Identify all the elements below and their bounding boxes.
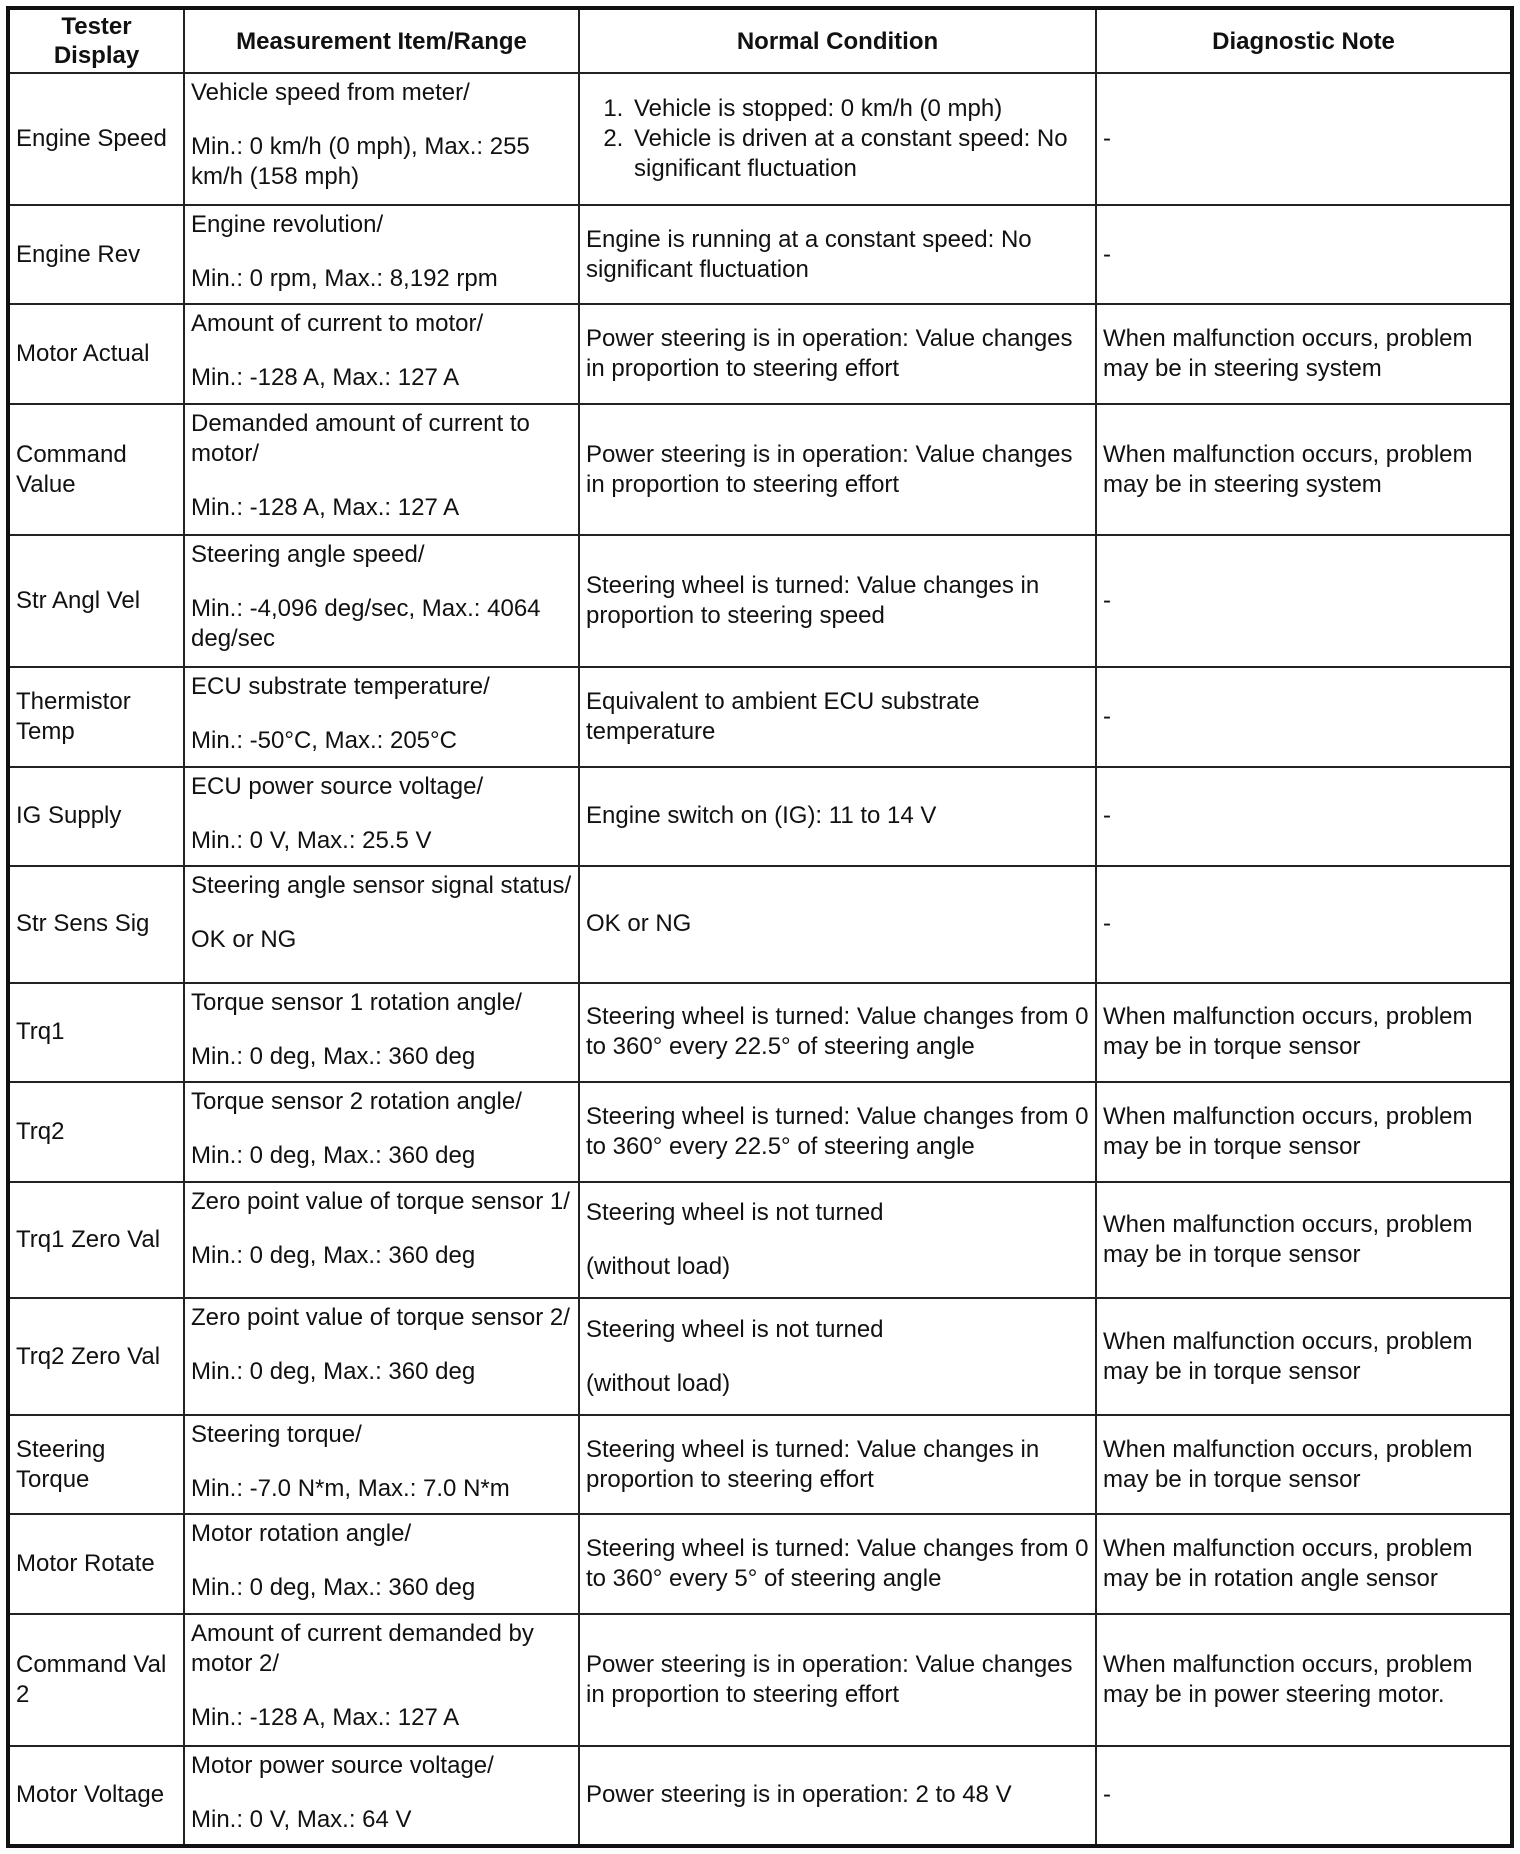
measurement-cell — [184, 983, 579, 1082]
table-row — [10, 667, 1510, 766]
tester-display-cell: Thermistor Temp — [10, 667, 184, 766]
diagnostic-note-cell: When malfunction occurs, problem may be in steering system — [1096, 404, 1510, 536]
measurement-item: ECU substrate temperature/ — [191, 673, 490, 701]
data-list-table — [10, 10, 1510, 1844]
tester-display-cell: Trq1 Zero Val — [10, 1182, 184, 1299]
tester-display-cell: Trq2 — [10, 1082, 184, 1181]
diagnostic-note-cell: - — [1096, 535, 1510, 667]
measurement-cell — [184, 767, 579, 866]
measurement-item: Steering angle sensor signal status/ — [191, 872, 572, 900]
diagnostic-note-cell: - — [1096, 205, 1510, 304]
normal-condition-cell: Power steering is in operation: Value changes in proportion to steering effort — [579, 404, 1096, 536]
measurement-cell — [184, 1514, 579, 1613]
diagnostic-note-cell: - — [1096, 667, 1510, 766]
measurement-range: Min.: 0 deg, Max.: 360 deg — [191, 1358, 476, 1386]
measurement-range: OK or NG — [191, 926, 297, 954]
measurement-cell — [184, 1182, 579, 1299]
measurement-cell — [184, 304, 579, 403]
measurement-range: Min.: 0 V, Max.: 64 V — [191, 1805, 412, 1833]
normal-condition-cell — [579, 1182, 1096, 1299]
table-row — [10, 205, 1510, 304]
measurement-range: Min.: -128 A, Max.: 127 A — [191, 364, 460, 392]
measurement-cell — [184, 73, 579, 205]
diagnostic-note-cell: When malfunction occurs, problem may be in rotation angle sensor — [1096, 1514, 1510, 1613]
normal-condition-cell: Steering wheel is turned: Value changes from 0 to 360° every 5° of steering angle — [579, 1514, 1096, 1613]
tester-display-cell: Str Angl Vel — [10, 535, 184, 667]
measurement-range: Min.: -128 A, Max.: 127 A — [191, 1703, 460, 1731]
diagnostic-note-cell: When malfunction occurs, problem may be in torque sensor — [1096, 1415, 1510, 1514]
measurement-cell — [184, 404, 579, 536]
table-row — [10, 404, 1510, 536]
measurement-cell — [184, 667, 579, 766]
measurement-range: Min.: 0 km/h (0 mph), Max.: 255 km/h (158 mph) — [191, 133, 530, 190]
header-measurement-item: Measurement Item/Range — [184, 10, 579, 73]
condition-text: Steering wheel is not turned — [586, 1198, 884, 1226]
normal-condition-cell: Steering wheel is turned: Value changes in proportion to steering speed — [579, 535, 1096, 667]
tester-display-cell: Command Value — [10, 404, 184, 536]
measurement-cell — [184, 1082, 579, 1181]
normal-condition-cell: Steering wheel is turned: Value changes in proportion to steering effort — [579, 1415, 1096, 1514]
measurement-range: Min.: 0 deg, Max.: 360 deg — [191, 1142, 476, 1170]
diagnostic-note-cell: When malfunction occurs, problem may be in torque sensor — [1096, 983, 1510, 1082]
measurement-range: Min.: -50°C, Max.: 205°C — [191, 727, 457, 755]
table-row — [10, 1614, 1510, 1746]
table-row — [10, 866, 1510, 983]
measurement-item: Demanded amount of current to motor/ — [191, 409, 530, 467]
measurement-range: Min.: -128 A, Max.: 127 A — [191, 493, 460, 521]
table-row — [10, 983, 1510, 1082]
measurement-item: Steering torque/ — [191, 1420, 362, 1448]
table-row — [10, 73, 1510, 205]
normal-condition-cell: Steering wheel is turned: Value changes from 0 to 360° every 22.5° of steering angle — [579, 1082, 1096, 1181]
measurement-item: Torque sensor 1 rotation angle/ — [191, 988, 522, 1016]
measurement-item: Motor power source voltage/ — [191, 1751, 494, 1779]
tester-display-cell: IG Supply — [10, 767, 184, 866]
measurement-item: Amount of current demanded by motor 2/ — [191, 1619, 534, 1677]
measurement-range: Min.: -4,096 deg/sec, Max.: 4064 deg/sec — [191, 595, 541, 653]
diagnostic-note-cell: When malfunction occurs, problem may be in torque sensor — [1096, 1298, 1510, 1415]
table-row — [10, 1182, 1510, 1299]
measurement-cell — [184, 1415, 579, 1514]
header-row — [10, 10, 1510, 73]
tester-display-cell: Trq2 Zero Val — [10, 1298, 184, 1415]
measurement-cell — [184, 535, 579, 667]
normal-condition-cell: Power steering is in operation: 2 to 48 V — [579, 1746, 1096, 1844]
table-row — [10, 1298, 1510, 1415]
tester-display-cell: Str Sens Sig — [10, 866, 184, 983]
header-normal-condition: Normal Condition — [579, 10, 1096, 73]
header-tester-display: Tester Display — [10, 10, 184, 73]
diagnostic-note-cell: - — [1096, 1746, 1510, 1844]
tester-display-cell: Engine Rev — [10, 205, 184, 304]
tester-display-cell: Motor Voltage — [10, 1746, 184, 1844]
tester-display-cell: Motor Actual — [10, 304, 184, 403]
diagnostic-note-cell: When malfunction occurs, problem may be in torque sensor — [1096, 1182, 1510, 1299]
measurement-cell — [184, 866, 579, 983]
tester-display-cell: Motor Rotate — [10, 1514, 184, 1613]
measurement-item: Vehicle speed from meter/ — [191, 79, 470, 106]
condition-subtext: (without load) — [586, 1252, 731, 1280]
normal-condition-cell — [579, 73, 1096, 205]
diagnostic-note-cell: - — [1096, 73, 1510, 205]
normal-condition-cell: Steering wheel is turned: Value changes from 0 to 360° every 22.5° of steering angle — [579, 983, 1096, 1082]
diagnostic-note-cell: - — [1096, 767, 1510, 866]
table-row — [10, 304, 1510, 403]
normal-condition-cell — [579, 1298, 1096, 1415]
measurement-range: Min.: 0 V, Max.: 25.5 V — [191, 826, 432, 854]
measurement-range: Min.: -7.0 N*m, Max.: 7.0 N*m — [191, 1474, 510, 1502]
measurement-item: Steering angle speed/ — [191, 541, 425, 569]
measurement-range: Min.: 0 deg, Max.: 360 deg — [191, 1042, 476, 1070]
measurement-cell — [184, 1746, 579, 1844]
normal-condition-cell: Equivalent to ambient ECU substrate temperature — [579, 667, 1096, 766]
table-row — [10, 535, 1510, 667]
measurement-item: Zero point value of torque sensor 2/ — [191, 1304, 570, 1332]
table-row — [10, 1082, 1510, 1181]
table-row — [10, 1514, 1510, 1613]
tester-display-cell: Engine Speed — [10, 73, 184, 205]
measurement-item: Amount of current to motor/ — [191, 310, 484, 338]
measurement-item: Engine revolution/ — [191, 210, 384, 238]
measurement-cell — [184, 205, 579, 304]
measurement-item: ECU power source voltage/ — [191, 772, 484, 800]
measurement-cell — [184, 1614, 579, 1746]
normal-condition-cell: OK or NG — [579, 866, 1096, 983]
normal-condition-cell: Power steering is in operation: Value changes in proportion to steering effort — [579, 304, 1096, 403]
tester-display-cell: Command Val 2 — [10, 1614, 184, 1746]
diagnostic-note-cell: When malfunction occurs, problem may be in torque sensor — [1096, 1082, 1510, 1181]
tester-display-cell: Trq1 — [10, 983, 184, 1082]
normal-condition-cell: Engine switch on (IG): 11 to 14 V — [579, 767, 1096, 866]
table-row — [10, 1746, 1510, 1844]
diagnostic-note-cell: When malfunction occurs, problem may be in steering system — [1096, 304, 1510, 403]
data-list-table-frame — [6, 6, 1514, 1848]
measurement-range: Min.: 0 deg, Max.: 360 deg — [191, 1241, 476, 1269]
tester-display-cell: Steering Torque — [10, 1415, 184, 1514]
measurement-item: Zero point value of torque sensor 1/ — [191, 1187, 570, 1215]
condition-text: Steering wheel is not turned — [586, 1315, 884, 1343]
measurement-item: Torque sensor 2 rotation angle/ — [191, 1088, 522, 1116]
table-row — [10, 767, 1510, 866]
measurement-item: Motor rotation angle/ — [191, 1520, 412, 1548]
measurement-range: Min.: 0 deg, Max.: 360 deg — [191, 1574, 476, 1602]
table-row — [10, 1415, 1510, 1514]
diagnostic-note-cell: - — [1096, 866, 1510, 983]
diagnostic-note-cell: When malfunction occurs, problem may be in power steering motor. — [1096, 1614, 1510, 1746]
measurement-range: Min.: 0 rpm, Max.: 8,192 rpm — [191, 264, 498, 292]
normal-condition-cell: Power steering is in operation: Value changes in proportion to steering effort — [579, 1614, 1096, 1746]
condition-subtext: (without load) — [586, 1369, 731, 1397]
condition-list-item: 2. Vehicle is driven at a constant speed: No significant fluctuation — [630, 124, 1089, 184]
header-diagnostic-note: Diagnostic Note — [1096, 10, 1510, 73]
condition-list — [586, 94, 1089, 184]
measurement-cell — [184, 1298, 579, 1415]
normal-condition-cell: Engine is running at a constant speed: No significant fluctuation — [579, 205, 1096, 304]
condition-list-item: 1. Vehicle is stopped: 0 km/h (0 mph) — [630, 94, 1089, 124]
